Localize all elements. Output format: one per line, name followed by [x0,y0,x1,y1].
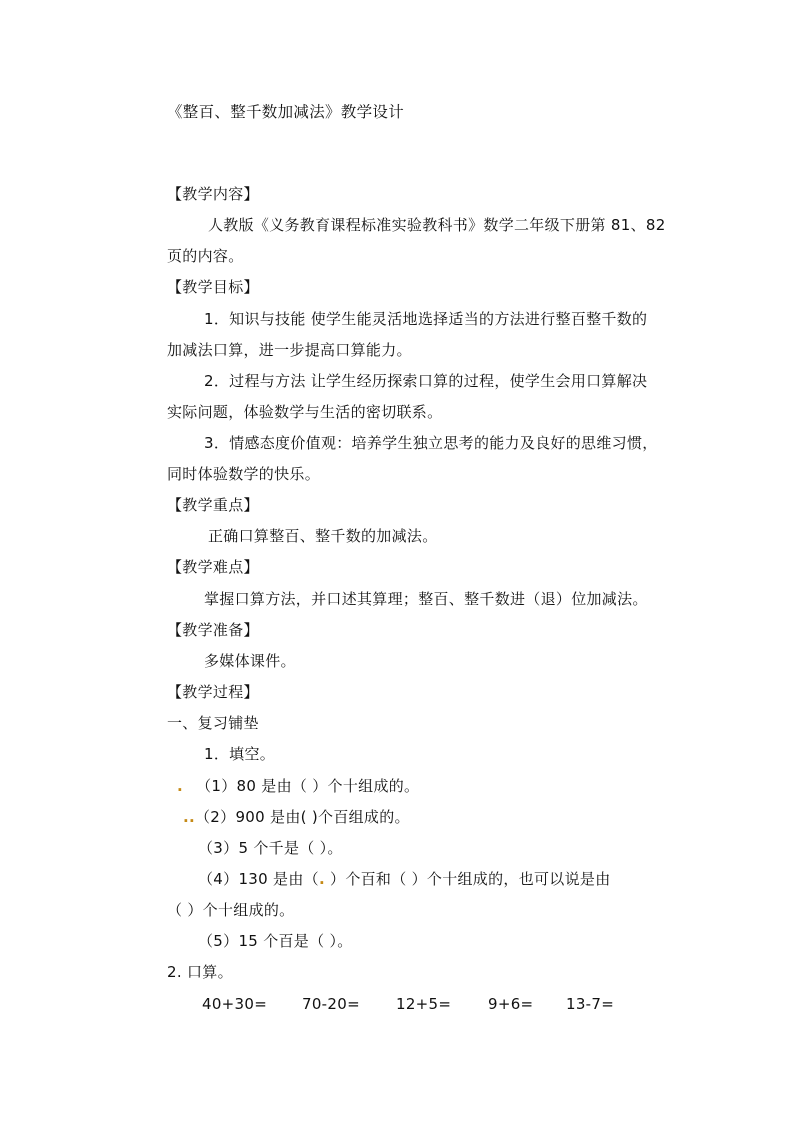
fill-item-4-part-a: （4）130 是由（ [198,870,319,888]
fill-item-4-line-2: （ ）个十组成的。 [167,901,295,919]
decorative-dot: . [177,777,183,795]
fill-heading: 1．填空。 [204,745,276,763]
part-1-heading: 一、复习铺垫 [167,714,259,732]
oral-item: 70-20= [302,995,360,1013]
goal-1-line-2: 加减法口算，进一步提高口算能力。 [167,341,412,359]
goal-2-line-1: 2．过程与方法 让学生经历探索口算的过程，使学生会用口算解决 [204,372,648,390]
goals-heading: 【教学目标】 [167,278,259,296]
difficulty-heading: 【教学难点】 [167,558,259,576]
fill-item-4 [198,869,611,889]
fill-item-1 [177,776,419,796]
oral-heading: 2. 口算。 [167,963,233,981]
oral-calculations-row [202,994,614,1014]
oral-item: 12+5= [396,995,452,1013]
difficulty-text: 掌握口算方法，并口述其算理；整百、整千数进（退）位加减法。 [204,590,648,608]
oral-item: 40+30= [202,995,268,1013]
goal-1-line-1: 1．知识与技能 使学生能灵活地选择适当的方法进行整百整千数的 [204,310,648,328]
goal-2-line-2: 实际问题，体验数学与生活的密切联系。 [167,403,443,421]
prep-text: 多媒体课件。 [204,652,296,670]
goal-3-line-1: 3．情感态度价值观：培养学生独立思考的能力及良好的思维习惯， [204,434,658,452]
oral-item: 9+6= [488,995,534,1013]
fill-item-1-text: （1）80 是由（ ）个十组成的。 [196,777,420,795]
fill-item-3: （3）5 个千是（ ）。 [198,839,343,857]
fill-item-2-text: （2）900 是由( )个百组成的。 [195,808,410,826]
key-text: 正确口算整百、整千数的加减法。 [208,527,438,545]
decorative-dot: . [318,870,325,888]
fill-item-2 [183,807,410,827]
process-heading: 【教学过程】 [167,683,259,701]
fill-item-5: （5）15 个百是（ ）。 [198,932,353,950]
content-line-2: 页的内容。 [167,247,244,265]
prep-heading: 【教学准备】 [167,621,259,639]
content-line-1: 人教版《义务教育课程标准实验教科书》数学二年级下册第 81、82 [208,216,666,234]
content-heading: 【教学内容】 [167,185,259,203]
goal-3-line-2: 同时体验数学的快乐。 [167,465,321,483]
fill-item-4-part-b: ）个百和（ ）个十组成的，也可以说是由 [324,870,611,888]
decorative-dots: .. [183,808,195,826]
oral-item: 13-7= [566,995,615,1013]
document-title: 《整百、整千数加减法》教学设计 [167,103,405,121]
key-heading: 【教学重点】 [167,496,259,514]
